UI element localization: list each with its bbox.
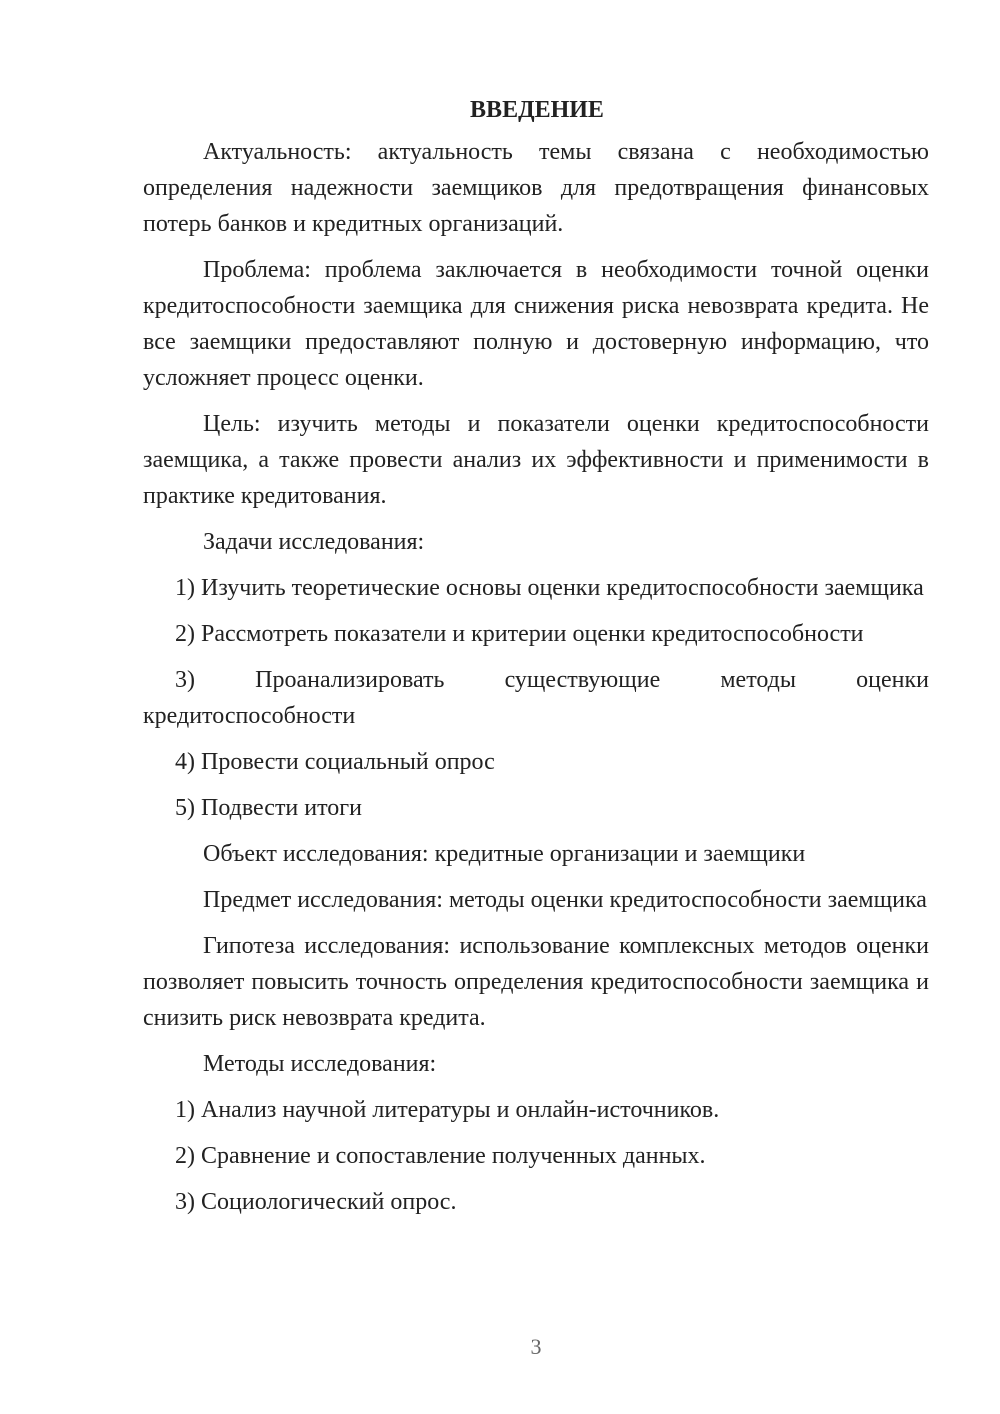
task-item-4: 4) Провести социальный опрос (175, 749, 495, 775)
paragraph-problem: Проблема: проблема заключается в необходимости точной оценки кредитоспособности заемщика для снижения риска невозврата кредита. Не все заемщики предоставляют полную и достоверную информацию, что усложняет процесс оценки. (143, 257, 929, 391)
tasks-heading: Задачи исследования: (203, 529, 425, 555)
paragraph-goal: Цель: изучить методы и показатели оценки кредитоспособности заемщика, а также провести анализ их эффективности и применимости в практике кредитования. (143, 411, 929, 509)
task-item-5: 5) Подвести итоги (175, 795, 362, 821)
section-title: ВВЕДЕНИЕ (470, 97, 604, 123)
document-body (143, 92, 929, 1230)
method-item-2: 2) Сравнение и сопоставление полученных данных. (175, 1143, 706, 1169)
task-item-2: 2) Рассмотреть показатели и критерии оценки кредитоспособности (175, 621, 864, 647)
task-item-1: 1) Изучить теоретические основы оценки кредитоспособности заемщика (175, 575, 924, 601)
method-item-3: 3) Социологический опрос. (175, 1189, 457, 1215)
paragraph-hypothesis: Гипотеза исследования: использование комплексных методов оценки позволяет повысить точность определения кредитоспособности заемщика и снизить риск невозврата кредита. (143, 933, 929, 1031)
paragraph-object: Объект исследования: кредитные организации и заемщики (203, 841, 806, 867)
method-item-1: 1) Анализ научной литературы и онлайн-источников. (175, 1097, 720, 1123)
methods-heading: Методы исследования: (203, 1051, 437, 1077)
paragraph-relevance: Актуальность: актуальность темы связана с необходимостью определения надежности заемщиков для предотвращения финансовых потерь банков и кредитных организаций. (143, 139, 929, 237)
page-number: 3 (530, 1334, 542, 1359)
paragraph-subject: Предмет исследования: методы оценки кредитоспособности заемщика (203, 887, 927, 913)
task-item-3: 3) Проанализировать существующие методы оценки кредитоспособности (143, 667, 929, 729)
